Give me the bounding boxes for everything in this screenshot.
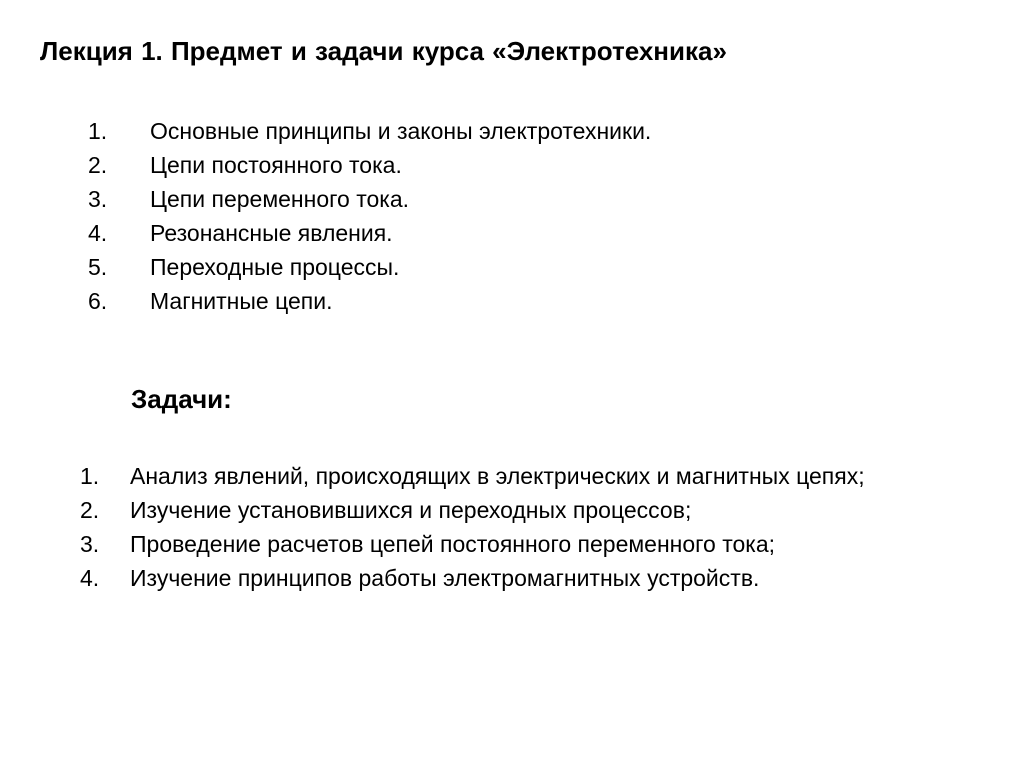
list-item-number: 4. (88, 220, 108, 246)
list-item-number: 1. (88, 118, 108, 144)
list-item-number: 3. (80, 531, 100, 557)
list-item-text: Изучение установившихся и переходных процессов; (130, 497, 692, 523)
list-item-text: Анализ явлений, происходящих в электрических и магнитных цепях; (130, 463, 865, 489)
page-title: Лекция 1. Предмет и задачи курса «Электротехника» (40, 36, 727, 66)
list-item-text: Основные принципы и законы электротехники. (150, 118, 652, 144)
list-item (88, 148, 651, 182)
list-item-text: Резонансные явления. (150, 220, 393, 246)
list-item-number: 1. (80, 463, 100, 489)
list-item-number: 6. (88, 288, 108, 314)
tasks-list (80, 459, 980, 595)
list-item (88, 216, 651, 250)
list-item (88, 114, 651, 148)
list-item-text: Цепи переменного тока. (150, 186, 410, 212)
list-item (80, 527, 980, 561)
list-item-number: 2. (80, 497, 100, 523)
list-item (80, 459, 980, 493)
list-item (88, 182, 651, 216)
list-item-number: 3. (88, 186, 108, 212)
list-item-text: Изучение принципов работы электромагнитных устройств. (130, 565, 760, 591)
list-item-number: 4. (80, 565, 100, 591)
list-item (80, 561, 980, 595)
list-item-number: 5. (88, 254, 108, 280)
topics-list (88, 114, 651, 318)
list-item-text: Цепи постоянного тока. (150, 152, 402, 178)
list-item-text: Магнитные цепи. (150, 288, 333, 314)
list-item-number: 2. (88, 152, 108, 178)
list-item-text: Проведение расчетов цепей постоянного переменного тока; (130, 531, 776, 557)
tasks-heading: Задачи: (131, 384, 232, 414)
list-item-text: Переходные процессы. (150, 254, 400, 280)
list-item (80, 493, 980, 527)
list-item (88, 250, 651, 284)
list-item (88, 284, 651, 318)
